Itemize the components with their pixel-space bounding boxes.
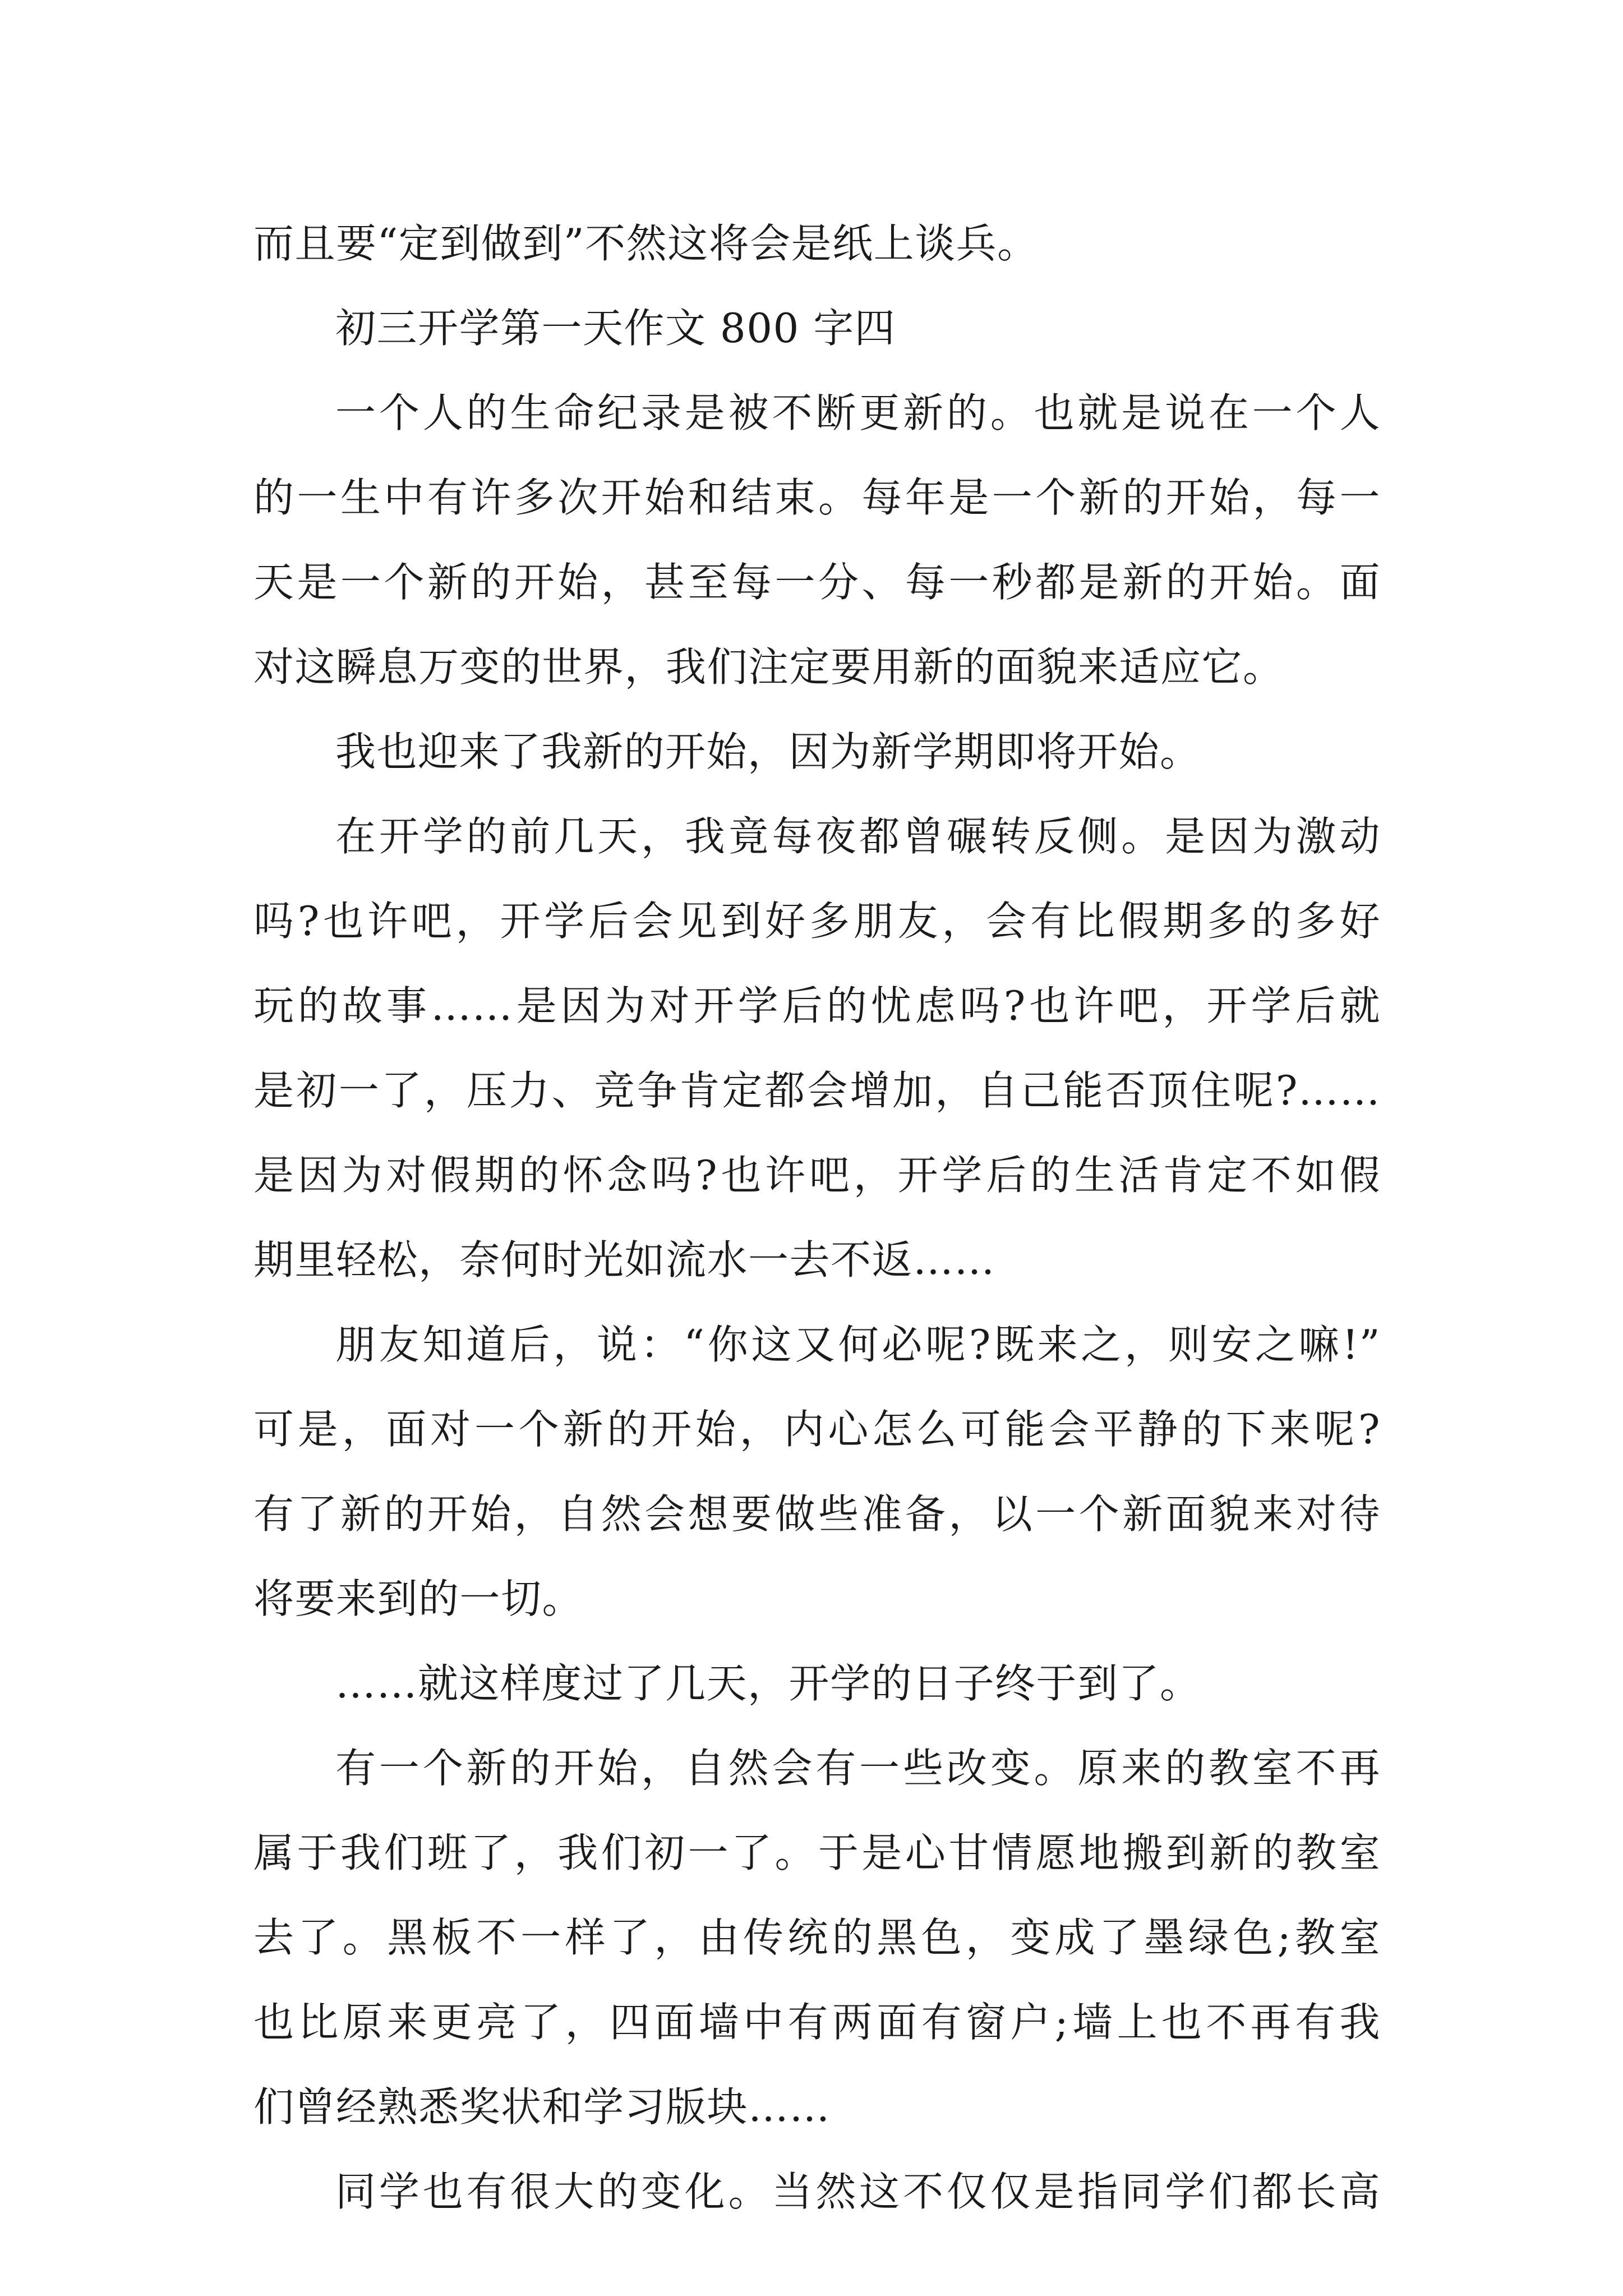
text-line: 在开学的前几天，我竟每夜都曾碾转反侧。是因为激动 <box>335 813 1381 860</box>
text-line: 去了。黑板不一样了，由传统的黑色，变成了墨绿色;教室 <box>253 1914 1381 1961</box>
text-line: 有一个新的开始，自然会有一些改变。原来的教室不再 <box>335 1745 1381 1792</box>
text-line: 属于我们班了，我们初一了。于是心甘情愿地搬到新的教室 <box>253 1829 1381 1876</box>
text-line: 一个人的生命纪录是被不断更新的。也就是说在一个人 <box>335 389 1381 436</box>
text-line: 的一生中有许多次开始和结束。每年是一个新的开始，每一 <box>253 474 1381 521</box>
text-line: 而且要“定到做到”不然这将会是纸上谈兵。 <box>253 220 1039 267</box>
essay-heading: 初三开学第一天作文 800 字四 <box>335 305 896 352</box>
text-line: 天是一个新的开始，甚至每一分、每一秒都是新的开始。面 <box>253 559 1381 606</box>
text-line: 是初一了，压力、竞争肯定都会增加，自己能否顶住呢?…… <box>253 1067 1381 1114</box>
text-line: ……就这样度过了几天，开学的日子终于到了。 <box>335 1660 1201 1707</box>
text-line: 将要来到的一切。 <box>253 1575 584 1622</box>
text-line: 可是，面对一个新的开始，内心怎么可能会平静的下来呢? <box>253 1406 1381 1453</box>
text-line: 我也迎来了我新的开始，因为新学期即将开始。 <box>335 728 1201 775</box>
text-line: 有了新的开始，自然会想要做些准备，以一个新面貌来对待 <box>253 1490 1381 1538</box>
text-line: 们曾经熟悉奖状和学习版块…… <box>253 2083 831 2131</box>
text-line: 对这瞬息万变的世界，我们注定要用新的面貌来适应它。 <box>253 643 1284 691</box>
text-line: 朋友知道后，说：“你这又何必呢?既来之，则安之嘛!” <box>335 1321 1381 1368</box>
text-line: 吗?也许吧，开学后会见到好多朋友，会有比假期多的多好 <box>253 898 1381 945</box>
text-line: 期里轻松，奈何时光如流水一去不返…… <box>253 1236 996 1283</box>
text-line: 也比原来更亮了，四面墙中有两面有窗户;墙上也不再有我 <box>253 1999 1381 2046</box>
text-line: 玩的故事……是因为对开学后的忧虑吗?也许吧，开学后就 <box>253 982 1381 1029</box>
text-line: 同学也有很大的变化。当然这不仅仅是指同学们都长高 <box>335 2168 1381 2215</box>
text-line: 是因为对假期的怀念吗?也许吧，开学后的生活肯定不如假 <box>253 1152 1381 1199</box>
